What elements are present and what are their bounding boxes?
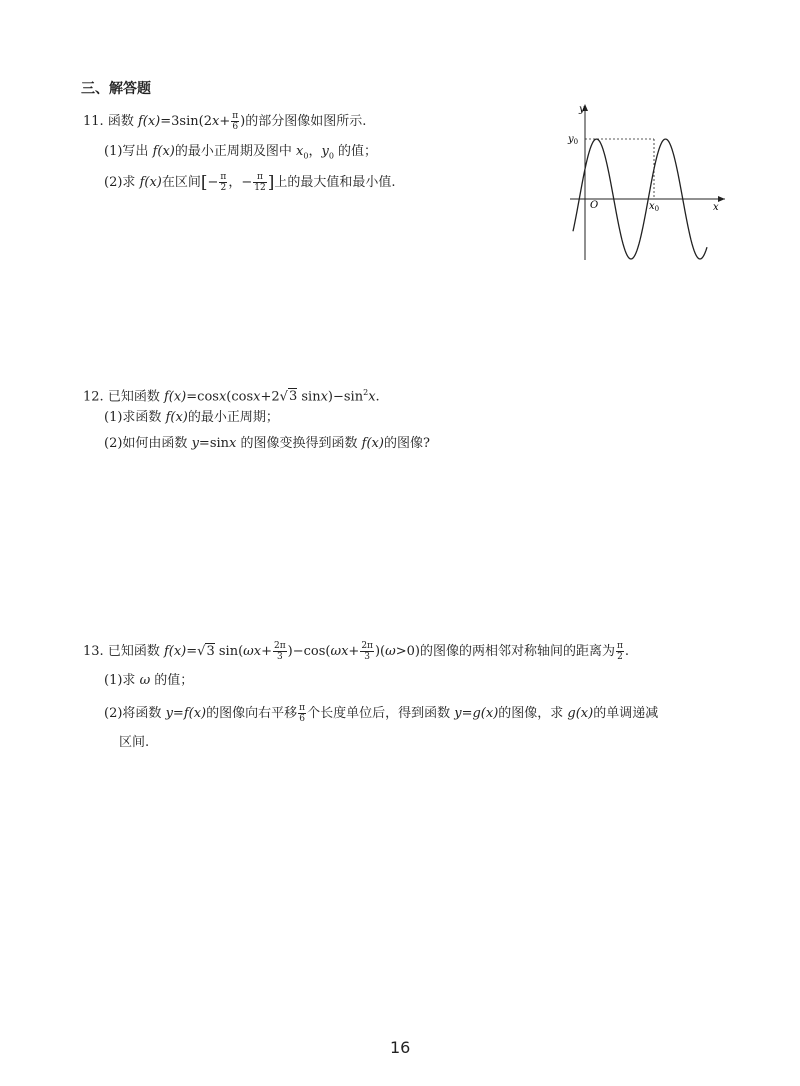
q12-number: 12.: [83, 389, 104, 405]
q12-part1: (1)求函数 f(x)的最小正周期；: [104, 410, 279, 425]
q13-part2-cont: 区间.: [119, 735, 150, 750]
q11-text: )的部分图像如图所示.: [240, 114, 367, 129]
q11-text: +: [219, 114, 231, 129]
q11-number: 11.: [83, 114, 104, 129]
x-axis-label: x: [713, 202, 719, 213]
q12-part2: (2)如何由函数 y=sinx 的图像变换得到函数 f(x)的图像?: [104, 436, 430, 451]
page-number: 16: [390, 1038, 411, 1057]
x0-label: $x_0$: [649, 201, 660, 213]
q11-stem: [83, 111, 366, 132]
origin-label: O: [590, 200, 599, 211]
y0-label: $y_0$: [568, 134, 579, 146]
q11-sine-graph: [565, 100, 730, 262]
q11-part1: (1)写出 f(x)的最小正周期及图中 $x_0$，$y_0$ 的值；: [104, 144, 378, 161]
q11-x: x: [211, 114, 220, 129]
q13-number: 13.: [83, 644, 104, 659]
x-axis-arrow: [718, 196, 725, 202]
q12-stem: 12. 已知函数 f(x)=cosx(cosx+2√3 $\sin x)-\sin^2x$.: [83, 388, 380, 405]
q13-stem: 13. 已知函数 f(x)=√3 sin(ωx+ $\frac{2\pi}{3}$ )−cos(ωx+ $\frac{2\pi}{3}$ )(ω>0)的图像的两相邻对称轴间的距离为 $\frac{\pi}{2}$ .: [83, 641, 630, 662]
q13-part1: (1)求 ω 的值；: [104, 673, 194, 688]
q11-part2: (2)求 f(x)在区间[− $\frac{\pi}{2}$ ，− $\frac{\pi}{12}$ ]上的最大值和最小值.: [104, 172, 396, 193]
y-axis-label: y: [579, 104, 585, 115]
section-title: 三、解答题: [81, 81, 151, 97]
q11-text: 函数: [107, 114, 138, 129]
q11-fx: f(x): [137, 114, 161, 129]
q13-part2: (2)将函数 y=f(x)的图像向右平移 $\frac{\pi}{6}$ 个长度单位后，得到函数 y=g(x)的图像，求 g(x)的单调递减: [104, 703, 659, 724]
q11-fraction: $\frac{\pi}{6}$: [232, 111, 239, 132]
q11-text: =3sin(2: [160, 114, 212, 129]
